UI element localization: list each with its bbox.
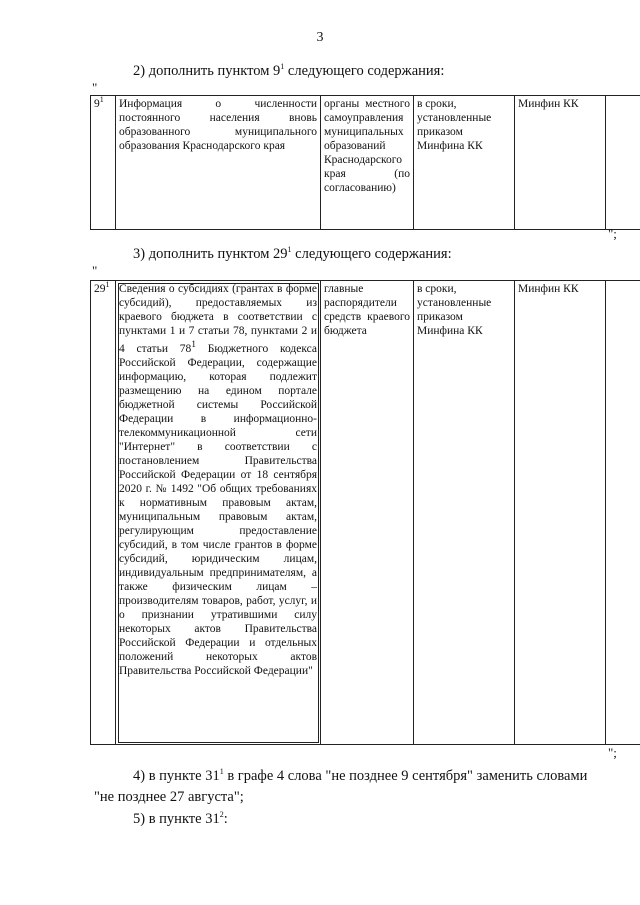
item-4-text-b: в графе 4 слова "не позднее 9 сентября" заменить словами xyxy=(223,768,588,784)
deadline-cell: в сроки, установленные приказом Минфина КК xyxy=(414,281,515,745)
item-3-text-a: 3) дополнить пунктом 29 xyxy=(133,246,288,262)
description-sup: 1 xyxy=(191,339,197,350)
item-5-text-a: 5) в пункте 31 xyxy=(133,811,220,827)
item-3-heading xyxy=(133,246,452,263)
item-5-sup: 2 xyxy=(219,810,224,820)
item-2-sup: 1 xyxy=(280,62,285,72)
item-5-text-b: : xyxy=(223,811,228,827)
item-4-line-1 xyxy=(133,768,587,785)
item-5-heading xyxy=(133,811,228,828)
providers-cell: органы местного самоуправления муниципальных образований Краснодарского края (по согласованию) xyxy=(321,96,414,230)
row-number: 29 xyxy=(94,283,106,295)
item-2-text-b: следующего содержания: xyxy=(284,63,445,79)
item-4-sup: 1 xyxy=(219,767,224,777)
responsible-cell: Минфин КК xyxy=(515,281,606,745)
row-number-cell xyxy=(91,281,116,745)
table-item-29-1 xyxy=(90,280,640,745)
extra-cell xyxy=(606,96,640,230)
table-item-9-1 xyxy=(90,95,640,230)
description-text-b: Бюджетного кодекса Российской Федерации, содержащие информацию, которая подлежит размещению на едином портале бюджетной системы Российской Федерации в информационно-телекоммуникационной сети "Интернет" в соответствии с постановлением Правительства Российской Федерации от 18 сентября 2020 г. № 1492 "Об общих требованиях к нормативным правовым актам, муниципальным правовым актам, регулирующим предоставление субсидий, в том числе грантов в форме субсидий, юридическим лицам, индивидуальным предпринимателям, а также физическим лицам – производителям товаров, работ, услуг, и о признании утратившими силу некоторых актов Правительства Российской Федерации и отдельных положений некоторых актов Правительства Российской Федерации" xyxy=(119,342,317,677)
row-number: 9 xyxy=(94,98,100,110)
item-2-open-quote: " xyxy=(92,80,98,95)
deadline-cell: в сроки, установленные приказом Минфина КК xyxy=(414,96,515,230)
description-cell: Информация о численности постоянного населения вновь образованного муниципального образования Краснодарского края xyxy=(116,96,321,230)
item-2-close-quote: "; xyxy=(608,226,617,241)
providers-cell: главные распорядители средств краевого бюджета xyxy=(321,281,414,745)
item-3-text-b: следующего содержания: xyxy=(291,246,452,262)
description-cell xyxy=(116,281,321,745)
item-3-close-quote: "; xyxy=(608,745,617,760)
page-number: 3 xyxy=(316,30,324,45)
table-row xyxy=(91,281,640,745)
item-3-open-quote: " xyxy=(92,263,98,278)
item-3-sup: 1 xyxy=(287,245,292,255)
item-2-heading xyxy=(133,63,444,80)
responsible-cell: Минфин КК xyxy=(515,96,606,230)
description-text-a: Сведения о субсидиях (грантах в форме субсидий), предоставляемых из краевого бюджета в соответствии с пунктами 1 и 7 статьи 78, пунктами 2 и 4 статьи 78 xyxy=(119,283,317,355)
item-2-text-a: 2) дополнить пунктом 9 xyxy=(133,63,281,79)
table-row xyxy=(91,96,640,230)
row-number-sup: 1 xyxy=(105,280,110,290)
item-4-line-2: "не позднее 27 августа"; xyxy=(94,789,244,805)
item-4-text-a: 4) в пункте 31 xyxy=(133,768,220,784)
extra-cell xyxy=(606,281,640,745)
row-number-cell xyxy=(91,96,116,230)
row-number-sup: 1 xyxy=(99,95,104,105)
